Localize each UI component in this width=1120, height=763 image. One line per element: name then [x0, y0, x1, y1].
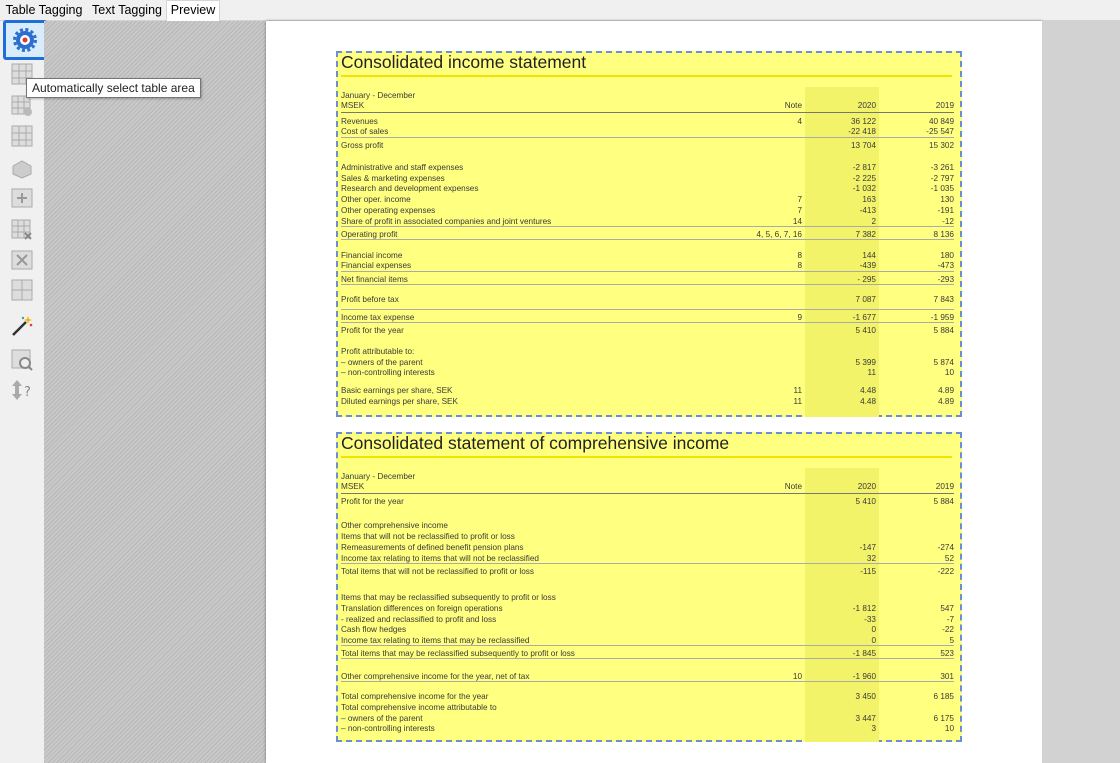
- row-label: Sales & marketing expenses: [341, 174, 445, 183]
- row-value-2019: -22: [942, 625, 954, 634]
- row-value-2019: -191: [937, 206, 954, 215]
- table-row: [341, 183, 960, 194]
- row-value-2019: -25 547: [926, 127, 954, 136]
- split-cell-button[interactable]: [5, 275, 38, 305]
- row-label: Total comprehensive income attributable to: [341, 703, 497, 712]
- row-value-2020: 13 704: [850, 141, 876, 150]
- row-value-2020: 144: [862, 251, 876, 260]
- row-note: 11: [793, 386, 802, 395]
- row-note: 9: [797, 313, 802, 322]
- row-value-2019: 15 302: [928, 141, 954, 150]
- row-value-2019: -1 959: [930, 313, 954, 322]
- row-value-2020: -147: [859, 543, 876, 552]
- row-label: Profit for the year: [341, 326, 404, 335]
- row-rule: [341, 271, 954, 272]
- document-viewer[interactable]: [44, 21, 1120, 763]
- zoom-table-button[interactable]: [5, 345, 38, 375]
- title-underline: [341, 75, 952, 77]
- row-value-2020: -1 960: [852, 672, 876, 681]
- year2-header: 2019: [935, 101, 954, 110]
- row-note: 4: [797, 117, 802, 126]
- row-value-2020: -115: [860, 567, 876, 576]
- row-label: – non-controlling interests: [341, 724, 435, 733]
- row-label: Other comprehensive income for the year, net of tax: [341, 672, 530, 681]
- row-label: Total items that may be reclassified subsequently to profit or loss: [341, 649, 575, 658]
- row-value-2019: -222: [937, 567, 954, 576]
- table-row: [341, 294, 960, 305]
- row-value-2020: 7 087: [855, 295, 876, 304]
- row-value-2019: -7: [946, 615, 954, 624]
- row-rule: [341, 309, 954, 310]
- row-value-2019: 301: [940, 672, 954, 681]
- row-label: Diluted earnings per share, SEK: [341, 397, 458, 406]
- stack-icon: [10, 156, 34, 180]
- table-title: Consolidated income statement: [341, 52, 587, 72]
- table-row: [341, 162, 960, 173]
- row-value-2019: -3 261: [930, 163, 954, 172]
- row-label: - realized and reclassified to profit and loss: [341, 615, 497, 624]
- row-value-2019: 8 136: [933, 230, 954, 239]
- row-value-2019: -293: [937, 275, 954, 284]
- row-rule: [341, 284, 954, 285]
- tab-bar: [0, 0, 1120, 21]
- header-rule: [341, 112, 954, 113]
- table-row: [341, 624, 960, 635]
- row-value-2020: -1 032: [852, 184, 876, 193]
- row-label: Total items that will not be reclassified to profit or loss: [341, 567, 534, 576]
- row-value-2020: 2: [871, 217, 876, 226]
- row-label: Revenues: [341, 117, 378, 126]
- row-rule: [341, 645, 954, 646]
- row-value-2020: -22 418: [848, 127, 876, 136]
- row-value-2020: 4.48: [860, 386, 876, 395]
- insert-cell-button[interactable]: [5, 183, 38, 213]
- row-rule: [341, 322, 954, 323]
- table-row: [341, 140, 960, 151]
- row-value-2019: 10: [944, 368, 954, 377]
- row-value-2020: -439: [859, 261, 876, 270]
- row-note: 7: [797, 206, 802, 215]
- row-value-2020: 3 450: [855, 692, 876, 701]
- row-label: – owners of the parent: [341, 358, 423, 367]
- row-label: – owners of the parent: [341, 714, 423, 723]
- row-value-2019: 523: [940, 649, 954, 658]
- table-row: [341, 592, 960, 603]
- row-value-2019: 6 185: [933, 692, 954, 701]
- close-cell-icon: [10, 248, 34, 272]
- row-value-2020: - 295: [857, 275, 876, 284]
- row-note: 11: [793, 397, 802, 406]
- row-label: Profit attributable to:: [341, 347, 415, 356]
- document-page: [266, 21, 1042, 763]
- row-value-2020: 7 382: [855, 230, 876, 239]
- row-label: – non-controlling interests: [341, 368, 435, 377]
- row-label: Other oper. income: [341, 195, 411, 204]
- row-value-2020: -1 845: [852, 649, 876, 658]
- row-value-2020: 36 122: [850, 117, 876, 126]
- magic-wand-icon: [10, 314, 34, 338]
- row-note: 10: [792, 672, 802, 681]
- table-row: [341, 603, 960, 614]
- table-row: [341, 126, 960, 137]
- plus-cell-icon: [10, 186, 34, 210]
- grid-plus-icon: [10, 124, 34, 148]
- layers-button[interactable]: [5, 153, 38, 183]
- table-row: [341, 566, 960, 577]
- row-value-2020: 0: [871, 625, 876, 634]
- table-row: [341, 520, 960, 531]
- row-label: Remeasurements of defined benefit pension plans: [341, 543, 524, 552]
- tab-preview[interactable]: Preview: [166, 0, 220, 22]
- tool-sidebar: [0, 21, 44, 763]
- row-label: Gross profit: [341, 141, 384, 150]
- auto-select-table-button[interactable]: [3, 20, 47, 60]
- row-value-2020: 163: [862, 195, 876, 204]
- row-label: Financial expenses: [341, 261, 412, 270]
- row-value-2019: 52: [944, 554, 954, 563]
- row-value-2020: 3: [871, 724, 876, 733]
- gear-icon: [13, 28, 37, 52]
- table-row: [341, 367, 960, 378]
- tooltip: Automatically select table area: [26, 78, 201, 98]
- row-note: 7: [797, 195, 802, 204]
- row-value-2019: 7 843: [933, 295, 954, 304]
- table-row: [341, 396, 960, 407]
- table-row: [341, 496, 960, 507]
- split-grid-icon: [10, 278, 34, 302]
- note-header: Note: [784, 482, 802, 491]
- delete-cell-button[interactable]: [5, 245, 38, 275]
- row-label: Research and development expenses: [341, 184, 479, 193]
- row-value-2020: -2 225: [852, 174, 876, 183]
- row-label: Operating profit: [341, 230, 398, 239]
- row-rule: [341, 681, 954, 682]
- unit-label: MSEK: [341, 101, 365, 110]
- row-label: Administrative and staff expenses: [341, 163, 464, 172]
- row-label: Profit before tax: [341, 295, 399, 304]
- row-label: Cash flow hedges: [341, 625, 407, 634]
- period-label: January - December: [341, 91, 416, 100]
- table-row: [341, 260, 960, 271]
- row-value-2019: 180: [940, 251, 954, 260]
- row-value-2020: 0: [871, 636, 876, 645]
- row-value-2019: 5 874: [933, 358, 954, 367]
- svg-text:?: ?: [23, 385, 31, 400]
- row-label: Income tax relating to items that will not be reclassified: [341, 554, 539, 563]
- row-label: Financial income: [341, 251, 403, 260]
- table-row: [341, 385, 960, 396]
- tab-text-tagging[interactable]: Text Tagging: [92, 3, 162, 17]
- table-row: [341, 531, 960, 542]
- row-value-2020: -1 677: [852, 313, 876, 322]
- row-value-2019: -473: [937, 261, 954, 270]
- row-value-2019: 10: [944, 724, 954, 733]
- row-value-2020: -33: [864, 615, 876, 624]
- table-row: [341, 723, 960, 734]
- row-label: Profit for the year: [341, 497, 404, 506]
- table-title: Consolidated statement of comprehensive income: [341, 433, 730, 453]
- row-rule: [341, 137, 954, 138]
- viewer-margin: [1042, 21, 1120, 763]
- row-label: Basic earnings per share, SEK: [341, 386, 453, 395]
- row-value-2020: 3 447: [855, 714, 876, 723]
- row-rule: [341, 658, 954, 659]
- grid-delete-icon: [10, 218, 34, 242]
- row-value-2020: 5 410: [855, 497, 876, 506]
- comprehensive-income-table[interactable]: [336, 432, 962, 742]
- row-label: Items that may be reclassified subsequently to profit or loss: [341, 593, 556, 602]
- search-grid-icon: [10, 348, 34, 372]
- unit-label: MSEK: [341, 482, 365, 491]
- row-value-2020: 32: [866, 554, 876, 563]
- row-rule: [341, 226, 954, 227]
- row-note: 14: [792, 217, 802, 226]
- period-label: January - December: [341, 472, 416, 481]
- header-row: [341, 100, 960, 111]
- row-note: 4, 5, 6, 7, 16: [756, 230, 802, 239]
- row-label: Translation differences on foreign operations: [341, 604, 503, 613]
- row-value-2019: -12: [942, 217, 954, 226]
- row-label: Other comprehensive income: [341, 521, 448, 530]
- title-underline: [341, 456, 952, 458]
- table-row: [341, 205, 960, 216]
- row-value-2019: 5: [949, 636, 954, 645]
- table-row: [341, 691, 960, 702]
- row-label: Other operating expenses: [341, 206, 436, 215]
- row-height-help-button[interactable]: [5, 375, 38, 405]
- table-row: [341, 542, 960, 553]
- row-note: 8: [797, 261, 802, 270]
- table-row: [341, 325, 960, 336]
- row-label: Income tax expense: [341, 313, 415, 322]
- delete-grid-button[interactable]: [5, 215, 38, 245]
- row-value-2019: 4.89: [938, 397, 954, 406]
- table-row: [341, 194, 960, 205]
- row-value-2019: 5 884: [933, 497, 954, 506]
- vertical-arrows-question-icon: [10, 378, 34, 402]
- row-label: Share of profit in associated companies and joint ventures: [341, 217, 552, 226]
- income-statement-table[interactable]: [336, 51, 962, 417]
- row-value-2020: 5 399: [855, 358, 876, 367]
- row-value-2020: 5 410: [855, 326, 876, 335]
- tab-table-tagging[interactable]: Table Tagging: [5, 3, 83, 17]
- add-column-button[interactable]: [5, 121, 38, 151]
- year1-header: 2020: [857, 482, 876, 491]
- row-rule: [341, 239, 954, 240]
- row-value-2020: 11: [867, 368, 876, 377]
- note-header: Note: [784, 101, 802, 110]
- row-label: Income tax relating to items that may be reclassified: [341, 636, 530, 645]
- row-value-2020: -2 817: [852, 163, 876, 172]
- row-rule: [341, 563, 954, 564]
- table-row: [341, 346, 960, 357]
- row-note: 8: [797, 251, 802, 260]
- row-value-2020: -1 812: [852, 604, 876, 613]
- year1-header: 2020: [857, 101, 876, 110]
- row-value-2019: 5 884: [933, 326, 954, 335]
- header-row: [341, 481, 960, 492]
- row-value-2020: 4.48: [860, 397, 876, 406]
- row-value-2019: 6 175: [933, 714, 954, 723]
- row-value-2020: -413: [859, 206, 876, 215]
- row-value-2019: 4.89: [938, 386, 954, 395]
- row-label: Cost of sales: [341, 127, 389, 136]
- row-label: Net financial items: [341, 275, 408, 284]
- row-value-2019: -2 797: [930, 174, 954, 183]
- magic-wand-button[interactable]: [5, 311, 38, 341]
- row-value-2019: 547: [940, 604, 954, 613]
- row-label: Items that will not be reclassified to profit or loss: [341, 532, 515, 541]
- table-row: [341, 702, 960, 713]
- year2-header: 2019: [935, 482, 954, 491]
- row-label: Total comprehensive income for the year: [341, 692, 489, 701]
- header-rule: [341, 493, 954, 494]
- row-value-2019: -274: [937, 543, 954, 552]
- row-value-2019: -1 035: [930, 184, 954, 193]
- row-value-2019: 40 849: [928, 117, 954, 126]
- row-value-2019: 130: [940, 195, 954, 204]
